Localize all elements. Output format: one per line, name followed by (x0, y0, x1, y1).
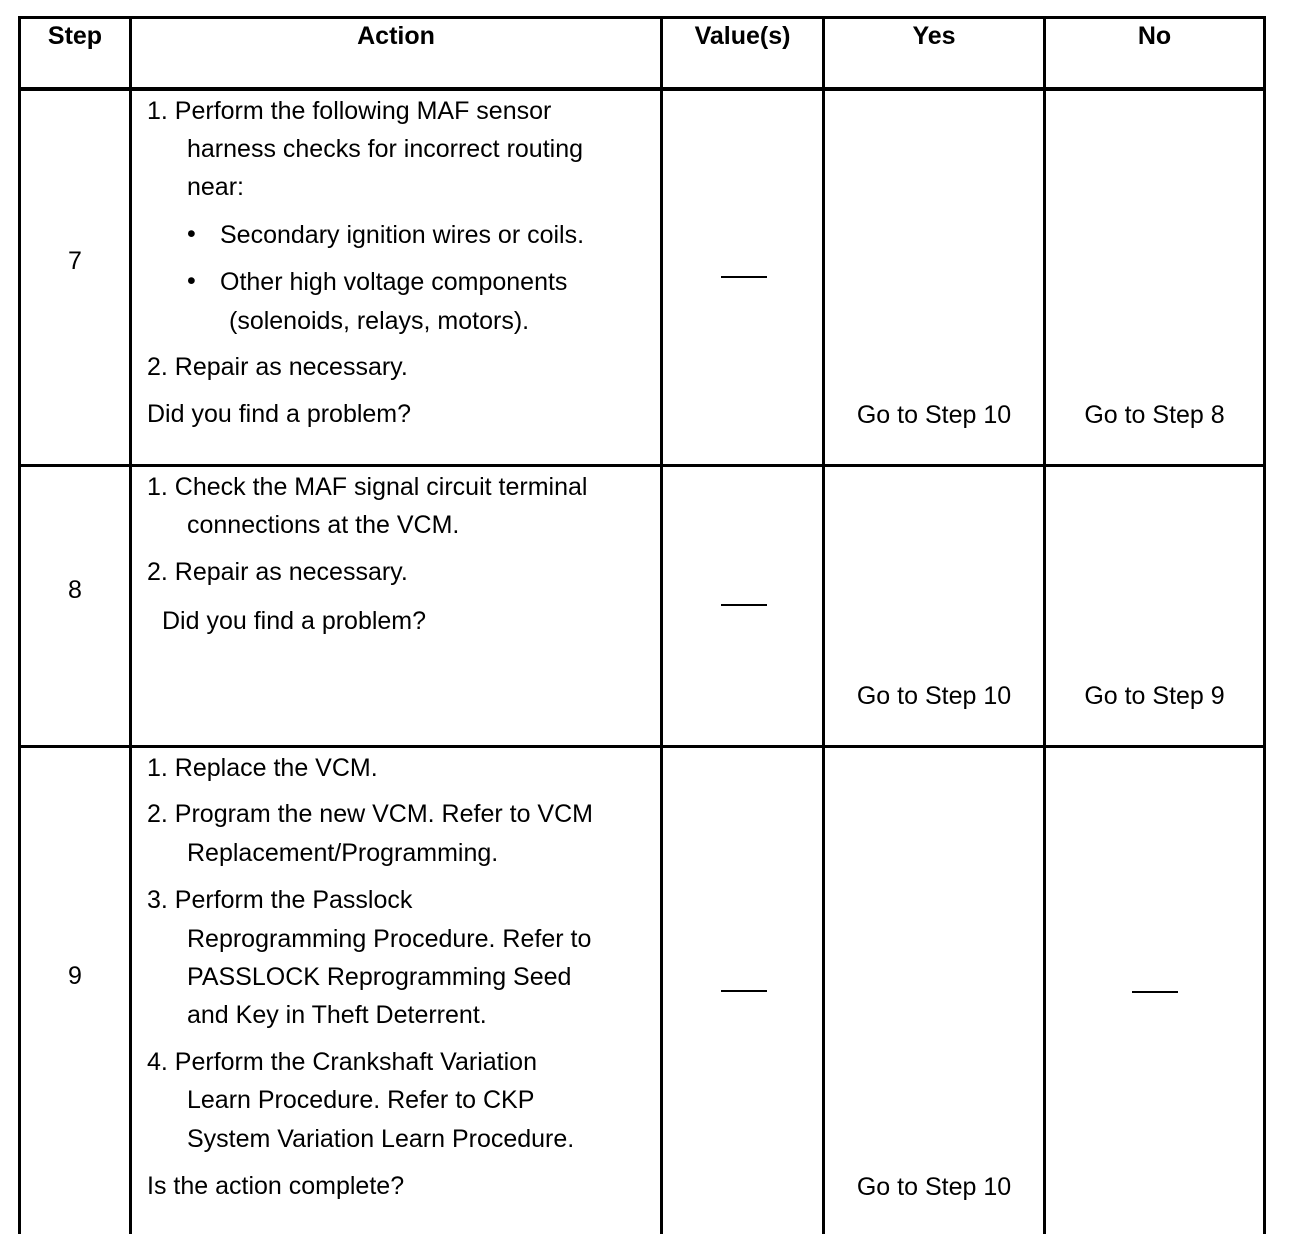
yes-answer: Go to Step 10 (856, 682, 1012, 710)
action-line: 2. Program the new VCM. Refer to VCM (147, 800, 593, 828)
col-border-yes (1043, 16, 1046, 1234)
header-values: Value(s) (694, 22, 791, 50)
action-line: connections at the VCM. (187, 511, 460, 539)
header-step: Step (47, 22, 103, 50)
table-top-border (18, 16, 1266, 19)
action-line: Learn Procedure. Refer to CKP (187, 1086, 535, 1114)
action-line: Is the action complete? (147, 1172, 405, 1200)
action-line: 1. Check the MAF signal circuit terminal (147, 473, 588, 501)
step-number: 8 (68, 576, 82, 604)
value-dash (721, 276, 767, 278)
header-action: Action (357, 22, 435, 50)
step-number: 9 (68, 962, 82, 990)
action-line: 1. Perform the following MAF sensor (147, 97, 552, 125)
value-dash (721, 604, 767, 606)
action-line: Replacement/Programming. (187, 839, 499, 867)
value-dash (721, 990, 767, 992)
action-line: Did you find a problem? (162, 607, 427, 635)
action-line: Secondary ignition wires or coils. (220, 221, 585, 249)
action-line: harness checks for incorrect routing (187, 135, 584, 163)
action-line: (solenoids, relays, motors). (229, 307, 530, 335)
bullet-icon: • (187, 220, 196, 248)
action-line: 4. Perform the Crankshaft Variation (147, 1048, 537, 1076)
header-bottom-border (18, 87, 1266, 91)
col-border-action (660, 16, 663, 1234)
col-border-right (1263, 16, 1266, 1234)
header-no: No (1137, 22, 1172, 50)
no-answer: Go to Step 9 (1084, 682, 1225, 710)
yes-answer: Go to Step 10 (856, 1173, 1012, 1201)
col-border-left (18, 16, 21, 1234)
action-line: Did you find a problem? (147, 400, 412, 428)
action-line: 2. Repair as necessary. (147, 558, 408, 586)
no-answer: Go to Step 8 (1084, 401, 1225, 429)
action-line: PASSLOCK Reprogramming Seed (187, 963, 572, 991)
action-line: 3. Perform the Passlock (147, 886, 413, 914)
row-7-bottom-border (18, 464, 1266, 467)
action-line: System Variation Learn Procedure. (187, 1125, 575, 1153)
action-line: Other high voltage components (220, 268, 568, 296)
header-yes: Yes (912, 22, 956, 50)
action-line: 1. Replace the VCM. (147, 754, 378, 782)
col-border-step (129, 16, 132, 1234)
yes-answer: Go to Step 10 (856, 401, 1012, 429)
action-line: 2. Repair as necessary. (147, 353, 408, 381)
col-border-values (822, 16, 825, 1234)
action-line: Reprogramming Procedure. Refer to (187, 925, 592, 953)
step-number: 7 (68, 247, 82, 275)
action-line: near: (187, 173, 244, 201)
bullet-icon: • (187, 267, 196, 295)
row-8-bottom-border (18, 745, 1266, 748)
action-line: and Key in Theft Deterrent. (187, 1001, 487, 1029)
no-dash (1132, 991, 1178, 993)
